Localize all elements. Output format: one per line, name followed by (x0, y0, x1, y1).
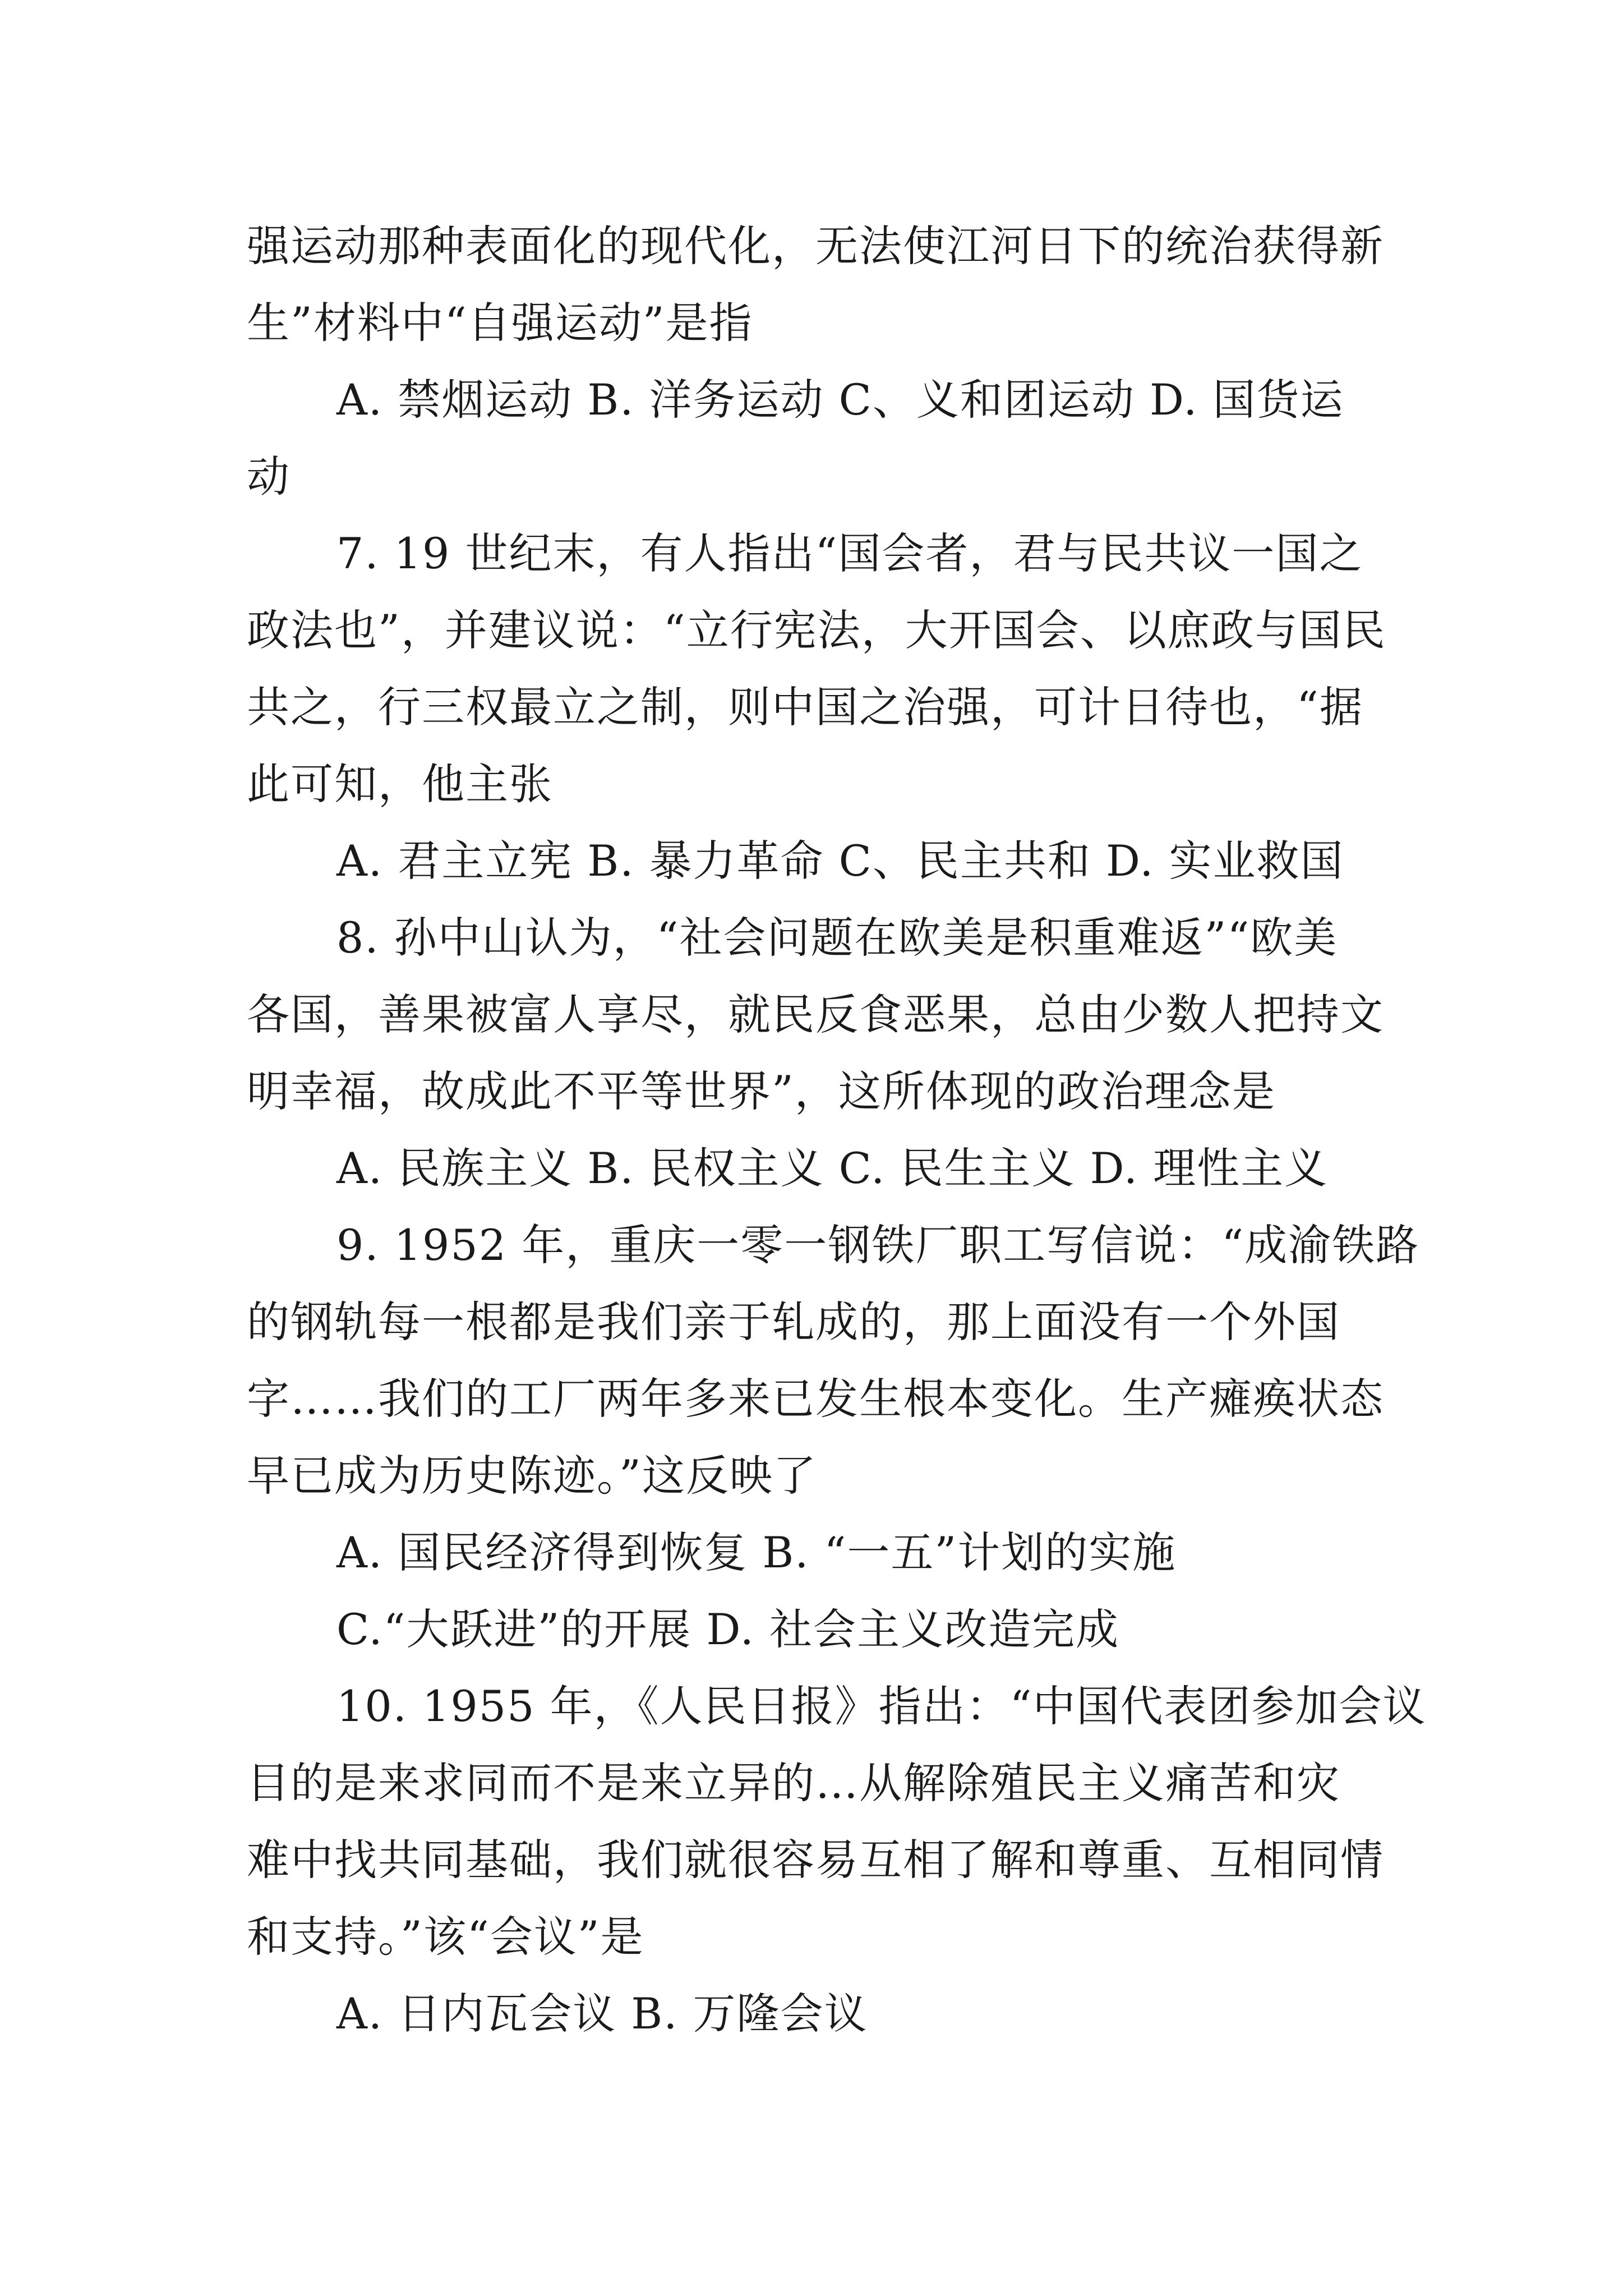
question-10-stem: 10. 1955 年，《人民日报》指出：“中国代表团参加会议 (336, 1681, 1427, 1731)
text-line: 明幸福，故成此不平等世界”，这所体现的政治理念是 (247, 1066, 1276, 1116)
text-line: 早已成为历史陈迹。”这反映了 (247, 1451, 817, 1501)
question-8-stem: 8. 孙中山认为，“社会问题在欧美是积重难返”“欧美 (336, 913, 1338, 963)
question-9-options-ab: A. 国民经济得到恢复 B. “一五”计划的实施 (336, 1527, 1177, 1577)
question-7-options: A. 君主立宪 B. 暴力革命 C、民主共和 D. 实业救国 (336, 836, 1344, 886)
question-6-options: A. 禁烟运动 B. 洋务运动 C、义和团运动 D. 国货运 (336, 375, 1344, 425)
text-line: 难中找共同基础，我们就很容易互相了解和尊重、互相同情 (247, 1835, 1384, 1885)
text-line: 强运动那种表面化的现代化，无法使江河日下的统治获得新 (247, 221, 1384, 271)
text-line: 字……我们的工厂两年多来已发生根本变化。生产瘫痪状态 (247, 1374, 1384, 1424)
text-line: 的钢轨每一根都是我们亲于轧成的，那上面没有一个外国 (247, 1297, 1340, 1347)
question-8-options: A. 民族主义 B. 民权主义 C. 民生主义 D. 理性主义 (336, 1143, 1329, 1193)
question-10-options: A. 日内瓦会议 B. 万隆会议 (336, 1989, 868, 2039)
text-line: 共之，行三权最立之制，则中国之治强，可计日待也，“据 (247, 682, 1363, 732)
text-line: 和支持。”该“会议”是 (247, 1912, 644, 1962)
question-9-options-cd: C.“大跃进”的开展 D. 社会主义改造完成 (336, 1604, 1120, 1654)
text-line: 各国，善果被富人享尽，就民反食恶果，总由少数人把持文 (247, 990, 1384, 1039)
text-line: 动 (247, 452, 291, 501)
text-line: 此可知，他主张 (247, 759, 553, 809)
question-9-stem: 9. 1952 年，重庆一零一钢铁厂职工写信说：“成渝铁路 (336, 1220, 1420, 1270)
question-7-stem: 7. 19 世纪末，有人指出“国会者，君与民共议一国之 (336, 528, 1363, 578)
text-line: 政法也”，并建议说：“立行宪法，大开国会、以庶政与国民 (247, 605, 1386, 655)
text-line: 目的是来求同而不是来立异的…从解除殖民主义痛苦和灾 (247, 1758, 1340, 1808)
document-body (247, 208, 1427, 2052)
text-line: 生”材料中“自强运动”是指 (247, 298, 753, 348)
